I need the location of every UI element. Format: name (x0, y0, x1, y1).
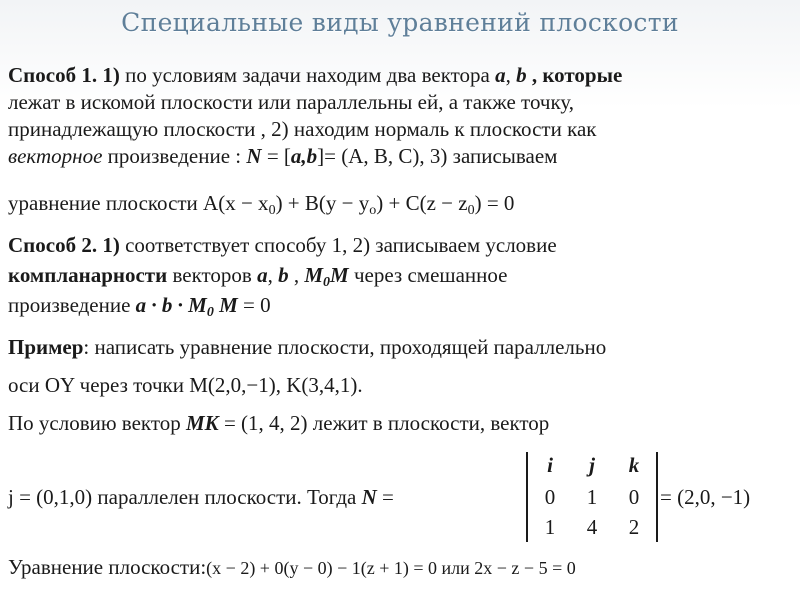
mixed-product-end: M (213, 293, 238, 317)
vector-b: b (516, 63, 527, 87)
text: По условию вектор (8, 411, 186, 435)
vector-M0: M (304, 263, 324, 287)
text: ]= (A, B, C), 3) записываем (317, 144, 558, 168)
text: соответствует способу 1, 2) записываем условие (119, 233, 557, 257)
example-line3 (8, 410, 549, 436)
text: j = (0,1,0) параллелен плоскости. Тогда (8, 485, 362, 509)
example-label: Пример (8, 335, 84, 359)
text: , которые (526, 63, 623, 87)
text: , (267, 263, 279, 287)
text: , (288, 263, 305, 287)
text: , (505, 63, 517, 87)
vector-a: a (495, 63, 506, 87)
matrix-cell-i: i (547, 453, 553, 477)
text: Уравнение плоскости: (8, 555, 207, 579)
matrix-cell-j: j (589, 453, 595, 477)
vector-a: a (257, 263, 268, 287)
method1-line1 (8, 62, 622, 88)
matrix-cell: 4 (586, 515, 598, 539)
sub: o (369, 203, 377, 218)
vector-MK: MK (186, 411, 219, 435)
coplanarity-term: компланарности (8, 263, 168, 287)
text: произведение : (102, 144, 247, 168)
matrix-cell: 0 (628, 485, 640, 509)
determinant-matrix (526, 452, 658, 542)
vector-b: b (278, 263, 289, 287)
vector-product-term: векторное (8, 144, 103, 168)
plane-equation: уравнение плоскости A(x − x (8, 191, 269, 215)
sub: 0 (467, 203, 475, 218)
sub: 0 (206, 305, 214, 320)
text: ) = 0 (474, 191, 515, 215)
text: : написать уравнение плоскости, проходящей параллельно (83, 335, 607, 359)
example-line2: оси OY через точки M(2,0,−1), K(3,4,1). (8, 373, 363, 397)
vectors-ab: a,b (290, 144, 318, 168)
example-line4 (8, 484, 394, 510)
sub: 0 (323, 275, 331, 290)
matrix-cell: 1 (586, 485, 598, 509)
method1-line2: лежат в искомой плоскости или параллельны ей, а также точку, (8, 90, 575, 114)
text: = (376, 485, 394, 509)
normal-N: N (361, 485, 377, 509)
text: = (1, 4, 2) лежит в плоскости, вектор (218, 411, 550, 435)
vector-M: M (330, 263, 349, 287)
text: по условиям задачи находим два вектора (119, 63, 496, 87)
method2-line1 (8, 232, 557, 258)
determinant-result: = (2,0, −1) (660, 485, 751, 509)
mixed-product: a · b · M (135, 293, 207, 317)
example-line5 (8, 554, 576, 581)
matrix-cell: 2 (628, 515, 640, 539)
method2-line3 (8, 292, 271, 318)
text: ) + C(z − z (376, 191, 468, 215)
matrix-cell-k: k (628, 453, 640, 477)
text: ) + B(y − y (275, 191, 370, 215)
text: через смешанное (348, 263, 508, 287)
matrix-cell: 0 (544, 485, 556, 509)
text: векторов (167, 263, 258, 287)
normal-N: N (246, 144, 262, 168)
text: = 0 (237, 293, 271, 317)
matrix-cell: 1 (544, 515, 556, 539)
text: произведение (8, 293, 136, 317)
method2-label: Способ 2. 1) (8, 233, 120, 257)
method1-line3: принадлежащую плоскости , 2) находим нормаль к плоскости как (8, 117, 597, 141)
method1-label: Способ 1. 1) (8, 63, 120, 87)
page-title: Специальные виды уравнений плоскости (121, 8, 679, 37)
final-equation: (x − 2) + 0(y − 0) − 1(z + 1) = 0 или 2x − z − 5 = 0 (206, 558, 576, 578)
example-line1 (8, 334, 606, 360)
text: = [ (261, 144, 291, 168)
method1-line5 (8, 190, 514, 216)
method1-line4 (8, 143, 557, 169)
sub: 0 (268, 203, 276, 218)
method2-line2 (8, 262, 507, 288)
